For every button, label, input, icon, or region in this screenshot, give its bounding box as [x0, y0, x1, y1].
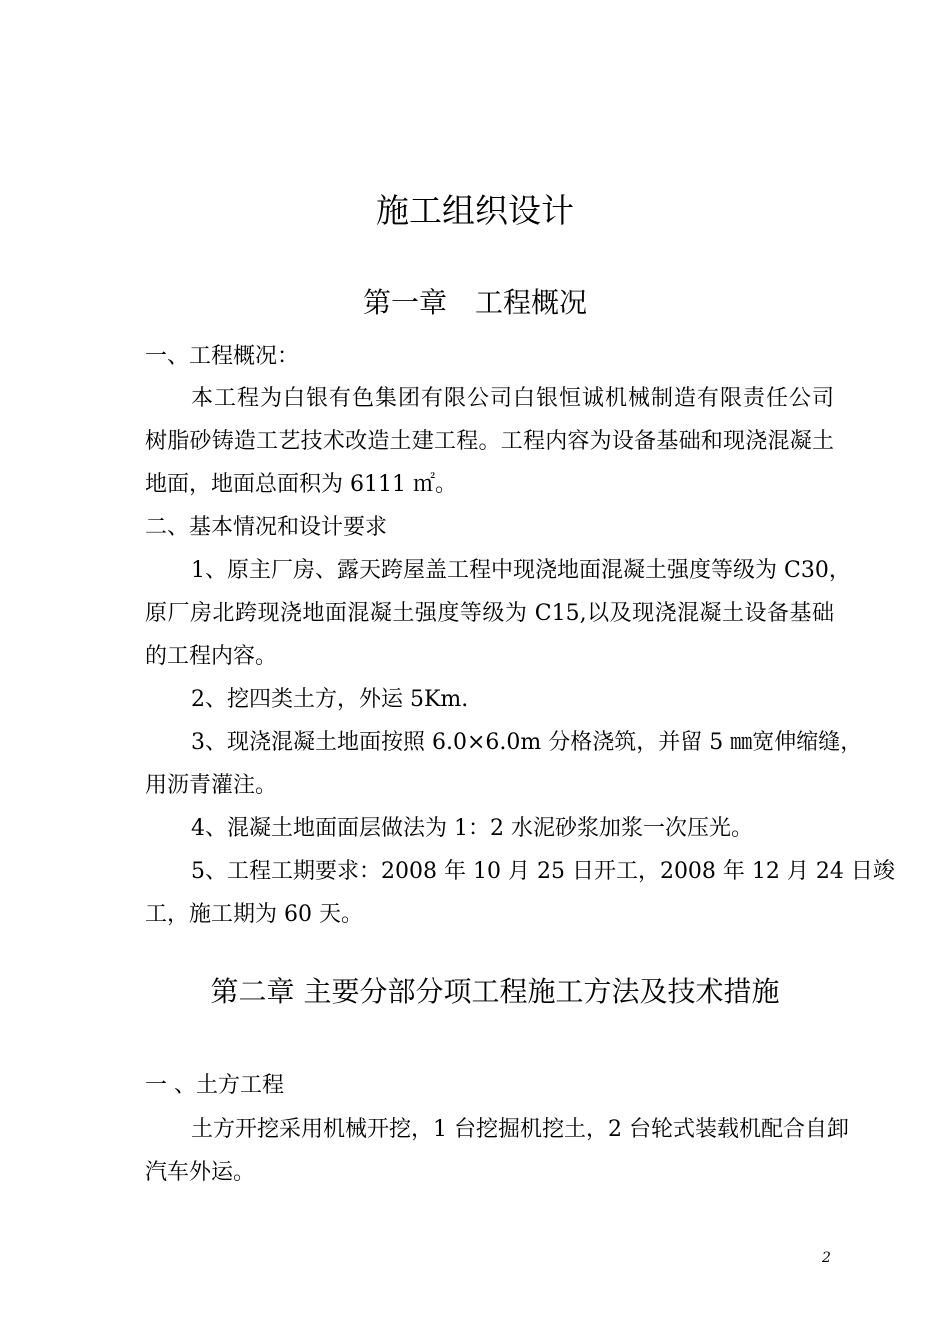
paragraph-line: 汽车外运。 — [145, 1160, 256, 1185]
paragraph-line: 土方开挖采用机械开挖，1 台挖掘机挖土，2 台轮式装载机配合自卸 — [191, 1117, 849, 1142]
page-number: 2 — [822, 1250, 831, 1266]
list-item-2: 2、挖四类土方，外运 5Km. — [191, 687, 469, 712]
list-item-5-line: 工，施工期为 60 天。 — [145, 902, 363, 927]
chapter-1-heading: 第一章 工程概况 — [362, 286, 587, 319]
chapter-2-heading: 第二章 主要分部分项工程施工方法及技术措施 — [210, 975, 780, 1008]
list-item-4: 4、混凝土地面面层做法为 1：2 水泥砂浆加浆一次压光。 — [191, 816, 753, 841]
section-1-heading: 一 、土方工程 — [145, 1073, 284, 1098]
list-item-1-line: 1、原主厂房、露天跨屋盖工程中现浇地面混凝土强度等级为 C30， — [191, 558, 851, 583]
section-2-heading: 二、基本情况和设计要求 — [145, 515, 388, 540]
section-1-heading: 一、工程概况： — [145, 344, 300, 369]
list-item-3-line: 3、现浇混凝土地面按照 6.0×6.0m 分格浇筑，并留 5 ㎜宽伸缩缝， — [191, 730, 863, 755]
list-item-1-line: 的工程内容。 — [145, 644, 278, 669]
list-item-1-line: 原厂房北跨现浇地面混凝土强度等级为 C15,以及现浇混凝土设备基础 — [145, 601, 834, 626]
paragraph-line: 本工程为白银有色集团有限公司白银恒诚机械制造有限责任公司 — [191, 386, 834, 411]
paragraph-line: 树脂砂铸造工艺技术改造土建工程。工程内容为设备基础和现浇混凝土 — [145, 429, 834, 454]
paragraph-line: 地面，地面总面积为 6111 ㎡。 — [145, 472, 457, 497]
list-item-3-line: 用沥青灌注。 — [145, 773, 278, 798]
list-item-5-line: 5、工程工期要求：2008 年 10 月 25 日开工，2008 年 12 月 24 日竣 — [191, 859, 895, 884]
document-title: 施工组织设计 — [376, 191, 574, 230]
